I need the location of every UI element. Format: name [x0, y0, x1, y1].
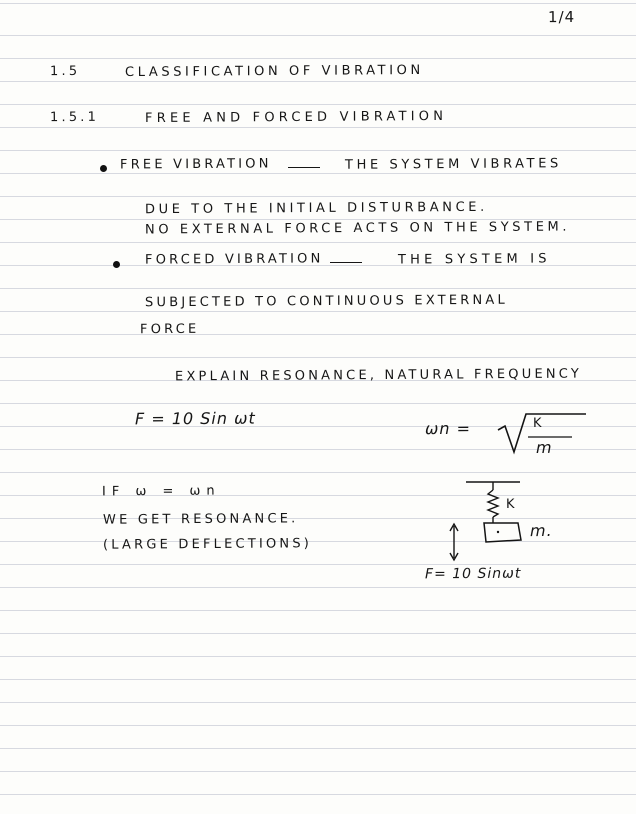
force-label: F= 10 Sinωt [424, 565, 522, 583]
free-vibration-text: DUE TO THE INITIAL DISTURBANCE. [144, 199, 488, 218]
natural-frequency-denominator: m [535, 437, 553, 458]
mass-label: m. [529, 520, 553, 541]
natural-frequency-numerator: K [532, 415, 543, 432]
subsection-number: 1.5.1 [49, 109, 100, 126]
mass-dot [497, 531, 499, 533]
forced-vibration-text: SUBJECTED TO CONTINUOUS EXTERNAL [144, 292, 508, 311]
resonance-result: WE GET RESONANCE. [102, 511, 299, 528]
forced-vibration-text: FORCE [139, 321, 200, 338]
resonance-condition: IF ω = ωn [101, 483, 221, 500]
section-number: 1.5 [49, 63, 81, 80]
free-vibration-term: FREE VIBRATION [119, 156, 272, 173]
free-vibration-text: THE SYSTEM VIBRATES [344, 156, 562, 173]
forced-vibration-term: FORCED VIBRATION [144, 251, 324, 268]
mass-block [484, 523, 521, 542]
free-vibration-text: NO EXTERNAL FORCE ACTS ON THE SYSTEM. [144, 219, 571, 238]
square-root-sign [498, 414, 586, 452]
explain-note: EXPLAIN RESONANCE, NATURAL FREQUENCY [174, 366, 583, 385]
subsection-title: FREE AND FORCED VIBRATION [144, 108, 448, 127]
resonance-note: (LARGE DEFLECTIONS) [102, 536, 313, 553]
forced-vibration-text: THE SYSTEM IS [397, 251, 551, 268]
forcing-equation: F = 10 Sin ωt [134, 408, 256, 429]
section-title: CLASSIFICATION OF VIBRATION [124, 62, 424, 81]
page-number: 1/4 [547, 7, 576, 27]
spring-label: K [505, 496, 516, 513]
natural-frequency-lhs: ωn = [424, 418, 472, 439]
spring-icon [488, 490, 498, 517]
